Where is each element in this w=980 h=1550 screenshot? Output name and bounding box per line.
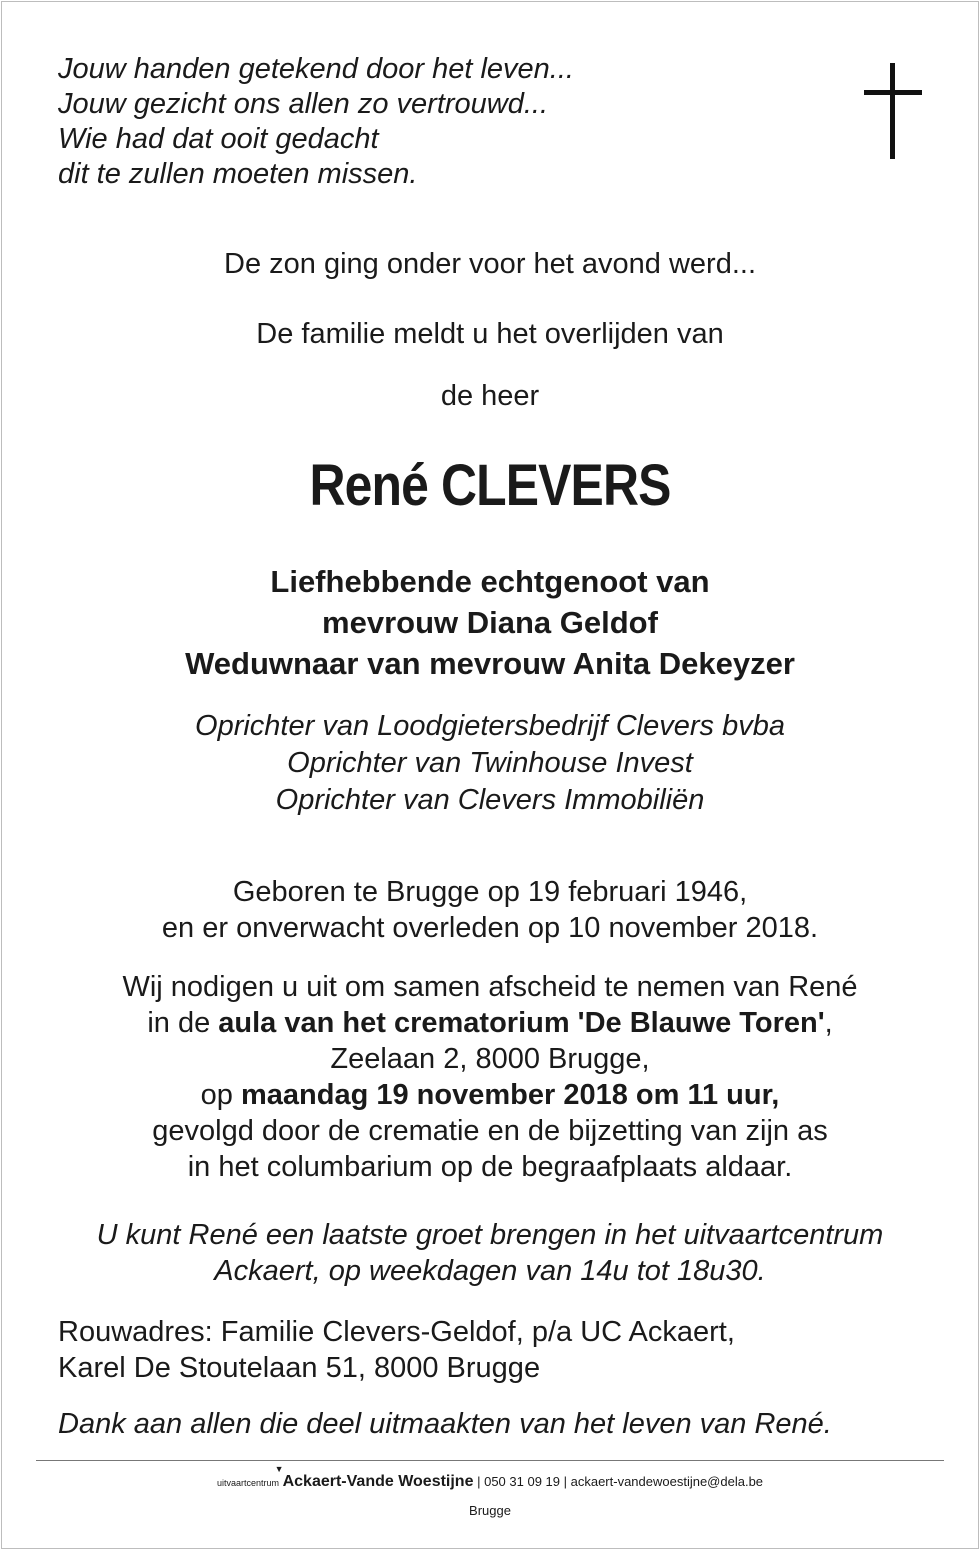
visit-line: U kunt René een laatste groet brengen in het uitvaartcentrum bbox=[96, 1219, 884, 1251]
triangle-icon: ▼ bbox=[274, 1464, 284, 1474]
date-line bbox=[0, 1077, 980, 1113]
founder-role: Oprichter van Twinhouse Invest bbox=[287, 747, 693, 779]
phone-number: 050 31 09 19 bbox=[484, 1474, 560, 1489]
poem bbox=[58, 52, 574, 192]
address-line: Zeelaan 2, 8000 Brugge, bbox=[330, 1043, 650, 1075]
sunset-line: De zon ging onder voor het avond werd... bbox=[224, 248, 756, 280]
deceased-name: René CLEVERS bbox=[309, 453, 671, 518]
address-line: Karel De Stoutelaan 51, 8000 Brugge bbox=[58, 1352, 541, 1384]
founder-role: Oprichter van Loodgietersbedrijf Clevers bvba bbox=[195, 710, 785, 742]
relation-line: Weduwnaar van mevrouw Anita Dekeyzer bbox=[185, 646, 795, 681]
mourning-address bbox=[58, 1314, 735, 1386]
founder-role: Oprichter van Clevers Immobiliën bbox=[275, 784, 705, 816]
poem-line: Jouw gezicht ons allen zo vertrouwd... bbox=[58, 88, 549, 120]
separator: | bbox=[560, 1474, 571, 1489]
venue-name: aula van het crematorium 'De Blauwe Toren' bbox=[218, 1007, 825, 1039]
email-address: ackaert-vandewoestijne@dela.be bbox=[570, 1474, 764, 1489]
life-dates bbox=[0, 874, 980, 946]
funeral-home-label: uitvaartcentrum bbox=[216, 1478, 279, 1488]
brand-name: Ackaert-Vande Woestijne bbox=[282, 1473, 474, 1490]
separator: | bbox=[473, 1474, 485, 1489]
poem-line: Wie had dat ooit gedacht bbox=[58, 123, 379, 155]
poem-line: dit te zullen moeten missen. bbox=[58, 158, 418, 190]
footer-divider bbox=[36, 1460, 944, 1461]
venue-prefix: in de bbox=[147, 1007, 211, 1039]
born-line: Geboren te Brugge op 19 februari 1946, bbox=[232, 876, 748, 908]
address-line: Rouwadres: Familie Clevers-Geldof, p/a UC Ackaert, bbox=[58, 1316, 735, 1348]
funeral-home-brand bbox=[274, 1464, 474, 1490]
funeral-home-footer bbox=[0, 1464, 980, 1491]
thanks-line: Dank aan allen die deel uitmaakten van het leven van René. bbox=[58, 1408, 832, 1440]
date-prefix: op bbox=[200, 1079, 233, 1111]
announce-line: De familie meldt u het overlijden van bbox=[256, 318, 724, 350]
died-line: en er onverwacht overleden op 10 november 2018. bbox=[161, 912, 819, 944]
title-line: de heer bbox=[440, 380, 540, 412]
visit-line: Ackaert, op weekdagen van 14u tot 18u30. bbox=[214, 1255, 766, 1287]
relations bbox=[0, 561, 980, 684]
visit-info bbox=[0, 1217, 980, 1289]
poem-line: Jouw handen getekend door het leven... bbox=[58, 53, 574, 85]
venue-suffix: , bbox=[824, 1007, 833, 1039]
funeral-home-city: Brugge bbox=[469, 1503, 511, 1518]
columbarium-line: in het columbarium op de begraafplaats aldaar. bbox=[187, 1151, 793, 1183]
founder-roles bbox=[0, 708, 980, 819]
relation-line: mevrouw Diana Geldof bbox=[322, 605, 658, 640]
cross-icon bbox=[864, 63, 922, 159]
invite-line: Wij nodigen u uit om samen afscheid te nemen van René bbox=[122, 971, 858, 1003]
ceremony-date: maandag 19 november 2018 om 11 uur, bbox=[240, 1079, 780, 1111]
relation-line: Liefhebbende echtgenoot van bbox=[270, 564, 710, 599]
ceremony bbox=[0, 969, 980, 1185]
followed-line: gevolgd door de crematie en de bijzetting van zijn as bbox=[152, 1115, 828, 1147]
venue-line bbox=[0, 1005, 980, 1041]
